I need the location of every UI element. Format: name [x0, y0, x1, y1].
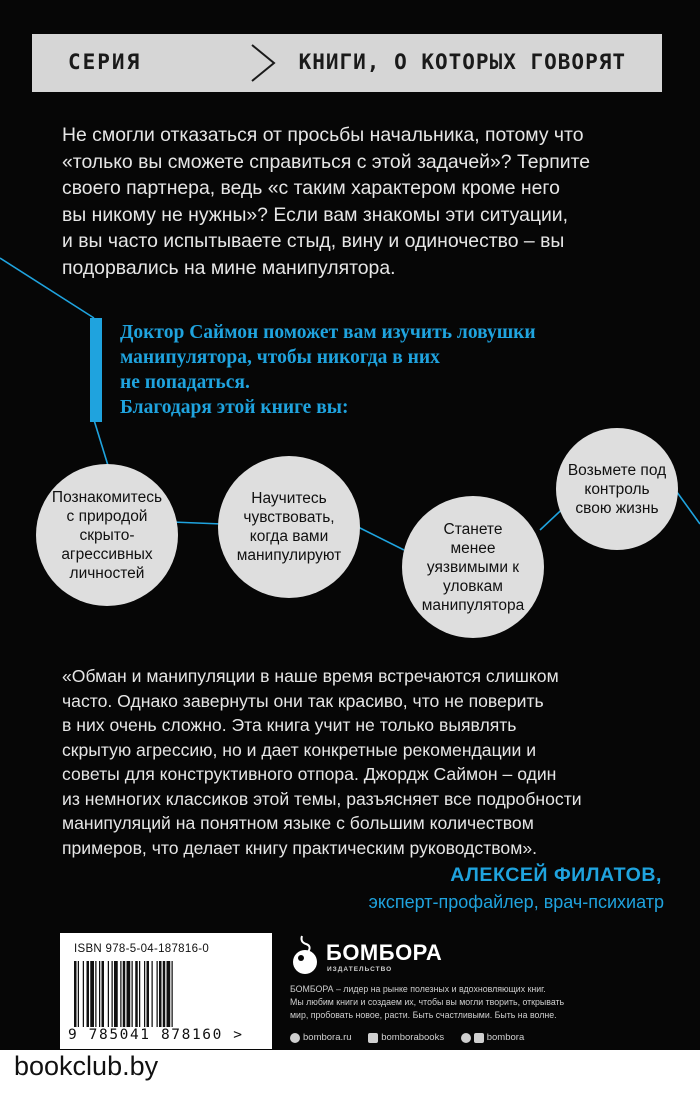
quote-line: манипуляций на понятном языке с большим количеством: [62, 813, 534, 833]
publisher-blurb: [290, 983, 670, 1022]
review-quote: [62, 664, 682, 860]
quote-author-role: эксперт-профайлер, врач-психиатр: [368, 892, 664, 912]
barcode-bar: [163, 961, 166, 1027]
site-watermark[interactable]: bookclub.by: [14, 1051, 159, 1081]
connector-line-circle1-circle2: [172, 522, 222, 524]
social-vk[interactable]: [368, 1032, 444, 1043]
highlight-line: манипулятора, чтобы никогда в них: [120, 347, 440, 368]
quote-line: в них очень сложно. Эта книга учит не только выявлять: [62, 715, 517, 735]
barcode-bar: [87, 961, 90, 1027]
barcode-bar: [78, 961, 79, 1027]
quote-line: «Обман и манипуляции в наше время встречаются слишком: [62, 666, 559, 686]
benefit-text: Возьмете под контроль свою жизнь: [567, 461, 667, 517]
quote-author-name: АЛЕКСЕЙ ФИЛАТОВ,: [450, 864, 662, 886]
benefit-circle-4: [556, 428, 678, 550]
publisher-logo-text: БОМБОРА: [326, 940, 443, 965]
blurb-line: мир, пробовать новое, расти. Быть счастливыми. Быть на волне.: [290, 1010, 557, 1020]
publisher-socials: [290, 1032, 538, 1046]
barcode-bar: [132, 961, 133, 1027]
messenger-icon: [461, 1033, 471, 1043]
barcode-bar: [102, 961, 105, 1027]
quote-line: скрытую агрессию, но и дает конкретные рекомендации и: [62, 739, 537, 760]
barcode-bar: [83, 961, 84, 1027]
highlight-text: [120, 320, 680, 420]
barcode-bar: [114, 961, 118, 1027]
barcode-bar: [99, 961, 100, 1027]
bombora-logo-icon: [290, 934, 320, 976]
barcode-bar: [120, 961, 121, 1027]
barcode-bar: [95, 961, 96, 1027]
barcode-bar: [159, 961, 162, 1027]
vk-icon: [368, 1033, 378, 1043]
barcode-bar: [90, 961, 94, 1027]
chevron-right-icon: [246, 42, 280, 84]
accent-bar: [90, 318, 102, 422]
benefit-circle-1: [36, 464, 178, 606]
publisher-logo-sub: ИЗДАТЕЛЬСТВО: [327, 966, 393, 973]
highlight-line: не попадаться.: [120, 372, 250, 393]
quote-line: часто. Однако завернуты они так красиво, что не поверить: [62, 690, 544, 711]
barcode-bar: [108, 961, 109, 1027]
intro-line: и вы часто испытываете стыд, вину и одиночество – вы: [62, 230, 565, 252]
barcode-bar: [147, 961, 150, 1027]
barcode-bar: [144, 961, 145, 1027]
barcode-bar: [139, 961, 140, 1027]
social-site[interactable]: [290, 1032, 352, 1043]
blurb-line: Мы любим книги и создаем их, чтобы вы могли творить, открывать: [290, 997, 565, 1007]
barcode-bar: [74, 961, 77, 1027]
quote-line: советы для конструктивного отпора. Джордж Саймон – один: [62, 764, 557, 784]
series-name: КНИГИ, О КОТОРЫХ ГОВОРЯТ: [298, 50, 626, 74]
benefit-circle-2: [218, 456, 360, 598]
benefit-circle-3: [402, 496, 544, 638]
barcode-bar: [172, 961, 173, 1027]
barcode-bar: [123, 961, 126, 1027]
quote-line: из немногих классиков этой темы, разъясняет все подробности: [62, 788, 582, 809]
barcode-bar: [157, 961, 158, 1027]
benefit-text: Станете менее уязвимыми к уловкам манипулятора: [421, 520, 525, 614]
barcode-digits: 9 785041 878160 >: [68, 1027, 244, 1043]
social-messengers-label: bombora: [486, 1032, 525, 1043]
intro-line: «только вы сможете справиться с этой задачей»? Терпите: [62, 150, 591, 173]
intro-line: подорвались на мине манипулятора.: [62, 256, 396, 279]
intro-paragraph: [62, 122, 672, 281]
series-label: СЕРИЯ: [68, 50, 142, 74]
quote-line: примеров, что делает книгу практическим руководством».: [62, 837, 537, 858]
intro-line: вы никому не нужны»? Если вам знакомы эти ситуации,: [62, 203, 569, 226]
barcode-bar: [135, 961, 138, 1027]
barcode-bar: [127, 961, 131, 1027]
barcode: [60, 933, 272, 1049]
social-vk-label: bomborabooks: [381, 1032, 445, 1043]
globe-icon: [290, 1033, 300, 1043]
highlight-line: Доктор Саймон поможет вам изучить ловушки: [120, 322, 536, 343]
plus-icon: [474, 1033, 484, 1043]
benefit-text: Научитесь чувствовать, когда вами манипулируют: [236, 490, 342, 564]
intro-line: своего партнера, ведь «с таким характером кроме него: [62, 177, 560, 199]
intro-line: Не смогли отказаться от просьбы начальника, потому что: [62, 124, 584, 146]
connector-line-right: [674, 488, 700, 524]
highlight-line: Благодаря этой книге вы:: [120, 397, 349, 418]
barcode-bar: [167, 961, 171, 1027]
barcode-bars: [74, 961, 256, 1027]
barcode-bar: [112, 961, 113, 1027]
blurb-line: БОМБОРА – лидер на рынке полезных и вдохновляющих книг.: [290, 984, 546, 994]
benefit-text: Познакомитесь с природой скрыто-агрессивных личностей: [51, 488, 163, 582]
social-messengers[interactable]: [461, 1032, 525, 1043]
barcode-bar: [152, 961, 153, 1027]
connector-line-circle2-circle3: [356, 526, 404, 550]
social-site-label: bombora.ru: [303, 1032, 352, 1043]
series-banner: [32, 34, 662, 92]
isbn-text: ISBN 978-5-04-187816-0: [74, 943, 210, 955]
